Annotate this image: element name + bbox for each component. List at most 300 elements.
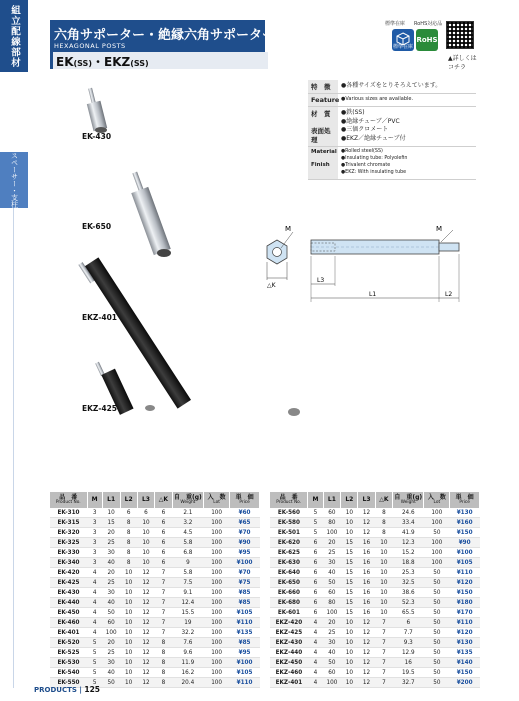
cell-price: ¥65 xyxy=(230,518,260,528)
cell-product-number: EKZ-440 xyxy=(270,648,308,658)
table-row xyxy=(50,578,260,588)
spec-material-0: ●鉄(SS) xyxy=(341,109,365,116)
cell-weight: 16 xyxy=(393,658,424,668)
cell-product-number: EK-680 xyxy=(270,598,308,608)
spec-val-material xyxy=(338,107,476,146)
spec-row-feature xyxy=(308,80,476,94)
cell-price: ¥180 xyxy=(450,598,480,608)
cell-length-l2: 10 xyxy=(341,528,358,538)
qr-code-icon[interactable] xyxy=(446,21,474,49)
cell-length-l3: 12 xyxy=(137,668,154,678)
cell-length-l2: 10 xyxy=(120,588,137,598)
cell-price: ¥90 xyxy=(230,538,260,548)
cell-length-l2: 8 xyxy=(120,528,137,538)
spec-val-feature xyxy=(338,80,476,93)
cell-length-l3: 12 xyxy=(358,668,375,678)
table-row xyxy=(270,528,480,538)
cell-size-m: 5 xyxy=(87,678,102,688)
product-table-right xyxy=(270,492,480,688)
cell-price: ¥95 xyxy=(230,548,260,558)
sidebar xyxy=(0,0,28,701)
cell-length-l3: 12 xyxy=(358,648,375,658)
cell-length-l3: 12 xyxy=(358,658,375,668)
spec-val-material-en xyxy=(338,147,476,179)
cell-length-l3: 12 xyxy=(358,528,375,538)
cell-product-number: EK-580 xyxy=(270,518,308,528)
cell-product-number: EK-550 xyxy=(50,678,87,688)
cell-product-number: EK-320 xyxy=(50,528,87,538)
cell-length-l2: 15 xyxy=(341,548,358,558)
cell-size-m: 4 xyxy=(308,628,323,638)
rohs-icon xyxy=(416,29,438,51)
cell-length-l3: 10 xyxy=(137,528,154,538)
label-ekz-401: EKZ-401 xyxy=(82,313,118,322)
cell-length-l3: 10 xyxy=(137,538,154,548)
cell-size-m: 4 xyxy=(87,598,102,608)
cell-length-l1: 60 xyxy=(323,588,341,598)
spec-feature-en-text: ●Various sizes are available. xyxy=(341,96,414,102)
cell-size-m: 6 xyxy=(308,558,323,568)
cell-size-m: 4 xyxy=(87,608,102,618)
cell-length-l3: 12 xyxy=(137,578,154,588)
cell-lot: 50 xyxy=(424,528,450,538)
cell-hex-k: 8 xyxy=(155,638,173,648)
cell-length-l3: 12 xyxy=(358,638,375,648)
cell-length-l1: 100 xyxy=(323,608,341,618)
cell-product-number: EKZ-460 xyxy=(270,668,308,678)
cell-lot: 50 xyxy=(424,588,450,598)
cell-length-l3: 12 xyxy=(358,508,375,518)
col-l2: L2 xyxy=(341,492,358,508)
cell-hex-k: 8 xyxy=(155,658,173,668)
cell-lot: 100 xyxy=(424,548,450,558)
cell-weight: 32.2 xyxy=(172,628,203,638)
cell-length-l2: 10 xyxy=(120,668,137,678)
product-table-left xyxy=(50,492,260,688)
cell-weight: 6 xyxy=(393,618,424,628)
cell-weight: 65.5 xyxy=(393,608,424,618)
table-row xyxy=(270,508,480,518)
col-price-jp: 単 価 xyxy=(455,493,474,501)
cell-product-number: EKZ-425 xyxy=(270,628,308,638)
col-weight xyxy=(172,492,203,508)
cell-length-l1: 60 xyxy=(323,508,341,518)
cell-price: ¥85 xyxy=(230,588,260,598)
page-title: 六角サポーター・絶縁六角サポーター xyxy=(54,28,276,43)
table-row xyxy=(270,568,480,578)
cell-weight: 6.8 xyxy=(172,548,203,558)
cell-hex-k: 8 xyxy=(375,508,393,518)
cell-product-number: EK-460 xyxy=(50,618,87,628)
cell-size-m: 4 xyxy=(308,618,323,628)
cell-length-l1: 30 xyxy=(102,658,120,668)
cell-product-number: EK-501 xyxy=(270,528,308,538)
cell-length-l1: 40 xyxy=(102,558,120,568)
cell-length-l2: 10 xyxy=(120,658,137,668)
cell-price: ¥120 xyxy=(450,578,480,588)
cell-size-m: 6 xyxy=(308,538,323,548)
table-row xyxy=(270,618,480,628)
cell-length-l2: 15 xyxy=(341,578,358,588)
qr-note-line1: ▲詳しくは xyxy=(448,55,477,62)
cell-weight: 33.4 xyxy=(393,518,424,528)
cell-length-l2: 10 xyxy=(341,618,358,628)
cell-product-number: EKZ-401 xyxy=(270,678,308,688)
cell-product-number: EK-530 xyxy=(50,658,87,668)
cell-hex-k: 7 xyxy=(155,578,173,588)
cell-size-m: 4 xyxy=(87,618,102,628)
cell-price: ¥135 xyxy=(450,648,480,658)
cell-hex-k: 7 xyxy=(155,628,173,638)
cell-lot: 100 xyxy=(204,528,230,538)
col-lot-en: Lot xyxy=(213,499,220,505)
col-price-en: Price xyxy=(239,499,250,505)
category-tab[interactable]: 組立配線部材 xyxy=(0,0,28,72)
cell-weight: 9 xyxy=(172,558,203,568)
table-row xyxy=(270,648,480,658)
cell-lot: 50 xyxy=(424,578,450,588)
cell-hex-k: 6 xyxy=(155,528,173,538)
cell-weight: 9.3 xyxy=(393,638,424,648)
cell-length-l3: 12 xyxy=(137,588,154,598)
spec-feature-text: ●各種サイズをとりそろえています。 xyxy=(341,82,442,89)
cell-length-l1: 25 xyxy=(102,578,120,588)
cell-lot: 50 xyxy=(424,638,450,648)
section-tab[interactable]: スペーサー・支柱 xyxy=(0,152,28,208)
cell-price: ¥105 xyxy=(230,608,260,618)
cell-length-l1: 30 xyxy=(102,588,120,598)
qr-note[interactable] xyxy=(448,54,477,72)
cell-length-l3: 12 xyxy=(137,648,154,658)
cell-size-m: 4 xyxy=(87,568,102,578)
col-l3: L3 xyxy=(358,492,375,508)
cell-product-number: EK-601 xyxy=(270,608,308,618)
cell-hex-k: 6 xyxy=(155,558,173,568)
spec-val-feature-en xyxy=(338,94,476,106)
cell-weight: 11.9 xyxy=(172,658,203,668)
spec-material-en-3: ●EKZ: With insulating tube xyxy=(341,169,407,175)
cell-length-l2: 10 xyxy=(341,678,358,688)
cell-price: ¥105 xyxy=(230,668,260,678)
cell-length-l1: 25 xyxy=(102,648,120,658)
col-price xyxy=(450,492,480,508)
cell-length-l2: 8 xyxy=(120,518,137,528)
cell-length-l1: 25 xyxy=(323,628,341,638)
cell-price: ¥85 xyxy=(230,638,260,648)
cell-lot: 100 xyxy=(204,598,230,608)
cell-price: ¥110 xyxy=(450,618,480,628)
dim-l1: L1 xyxy=(369,291,377,298)
cell-weight: 20.4 xyxy=(172,678,203,688)
cell-product-number: EK-525 xyxy=(50,648,87,658)
cell-length-l3: 12 xyxy=(137,618,154,628)
cell-lot: 50 xyxy=(424,608,450,618)
qr-note-line2: コチラ xyxy=(448,64,467,71)
cell-lot: 100 xyxy=(204,628,230,638)
col-price-jp: 単 価 xyxy=(235,493,254,501)
cell-length-l3: 10 xyxy=(137,548,154,558)
cell-length-l1: 100 xyxy=(102,628,120,638)
cell-length-l2: 15 xyxy=(341,538,358,548)
cell-length-l2: 15 xyxy=(341,598,358,608)
spec-material-label: 材 質 xyxy=(311,110,331,118)
cell-weight: 7.5 xyxy=(172,578,203,588)
cell-weight: 9.6 xyxy=(172,648,203,658)
spec-key-feature-en: Feature xyxy=(308,94,338,106)
cell-lot: 50 xyxy=(424,678,450,688)
cell-size-m: 5 xyxy=(308,528,323,538)
cell-product-number: EK-430 xyxy=(50,588,87,598)
cell-length-l3: 10 xyxy=(137,558,154,568)
cell-weight: 52.3 xyxy=(393,598,424,608)
cell-price: ¥120 xyxy=(450,628,480,638)
cell-weight: 41.9 xyxy=(393,528,424,538)
cell-length-l3: 16 xyxy=(358,588,375,598)
cell-hex-k: 7 xyxy=(375,648,393,658)
label-ek-430: EK-430 xyxy=(82,132,112,141)
cell-weight: 19.5 xyxy=(393,668,424,678)
col-weight-en: Weight xyxy=(400,499,416,505)
cell-weight: 15.2 xyxy=(393,548,424,558)
cell-price: ¥60 xyxy=(230,508,260,518)
table-row xyxy=(50,608,260,618)
hex-end-view xyxy=(267,232,293,280)
cell-size-m: 4 xyxy=(308,658,323,668)
cell-lot: 100 xyxy=(204,578,230,588)
cell-lot: 50 xyxy=(424,568,450,578)
cell-weight: 38.6 xyxy=(393,588,424,598)
col-product-jp: 品 番 xyxy=(279,493,298,501)
cell-length-l2: 8 xyxy=(120,548,137,558)
cell-lot: 50 xyxy=(424,668,450,678)
model-separator: ・ xyxy=(91,55,104,69)
table-row xyxy=(270,638,480,648)
spec-material-2: ●三価クロメート xyxy=(341,126,389,134)
cell-weight: 12.4 xyxy=(172,598,203,608)
cell-length-l3: 12 xyxy=(137,638,154,648)
cell-lot: 50 xyxy=(424,658,450,668)
cell-lot: 100 xyxy=(204,658,230,668)
cell-length-l1: 40 xyxy=(323,568,341,578)
cell-hex-k: 7 xyxy=(155,588,173,598)
model-ekz: EKZ xyxy=(104,55,131,69)
sidebar-divider xyxy=(13,208,14,688)
cell-size-m: 5 xyxy=(308,508,323,518)
cell-size-m: 6 xyxy=(308,578,323,588)
cell-hex-k: 7 xyxy=(375,628,393,638)
spec-table xyxy=(308,80,476,180)
col-weight-jp: 自 重(g) xyxy=(174,493,202,501)
cell-price: ¥150 xyxy=(450,528,480,538)
col-k: △K xyxy=(155,492,173,508)
cell-weight: 5.8 xyxy=(172,568,203,578)
standard-stock-label: 標準在庫 xyxy=(385,21,406,27)
spec-row-material-en xyxy=(308,147,476,180)
cell-hex-k: 10 xyxy=(375,568,393,578)
cell-price: ¥70 xyxy=(230,528,260,538)
cell-lot: 100 xyxy=(204,608,230,618)
cell-lot: 50 xyxy=(424,618,450,628)
cell-lot: 100 xyxy=(204,538,230,548)
cell-length-l3: 12 xyxy=(137,608,154,618)
cell-length-l2: 15 xyxy=(341,588,358,598)
cell-length-l1: 80 xyxy=(323,518,341,528)
cell-weight: 25.3 xyxy=(393,568,424,578)
cell-hex-k: 10 xyxy=(375,548,393,558)
cell-lot: 100 xyxy=(204,568,230,578)
cell-lot: 100 xyxy=(424,518,450,528)
cell-price: ¥105 xyxy=(450,558,480,568)
cell-length-l3: 12 xyxy=(137,598,154,608)
cell-lot: 100 xyxy=(204,558,230,568)
model-ek: EK xyxy=(56,55,74,69)
cell-lot: 100 xyxy=(424,508,450,518)
cell-length-l2: 10 xyxy=(120,618,137,628)
cell-price: ¥150 xyxy=(450,588,480,598)
cell-hex-k: 10 xyxy=(375,538,393,548)
table-row xyxy=(270,588,480,598)
cell-price: ¥100 xyxy=(230,658,260,668)
table-row xyxy=(270,678,480,688)
table-row xyxy=(50,588,260,598)
cell-hex-k: 8 xyxy=(375,518,393,528)
cell-length-l2: 8 xyxy=(120,538,137,548)
cell-size-m: 6 xyxy=(308,598,323,608)
cell-hex-k: 8 xyxy=(155,678,173,688)
cell-lot: 50 xyxy=(424,648,450,658)
cell-product-number: EK-420 xyxy=(50,568,87,578)
cell-weight: 15.5 xyxy=(172,608,203,618)
side-view xyxy=(311,230,459,302)
spec-surface-label: 表面処理 xyxy=(311,127,331,144)
cell-length-l1: 50 xyxy=(102,608,120,618)
cell-lot: 100 xyxy=(204,638,230,648)
cell-price: ¥100 xyxy=(230,558,260,568)
table-row xyxy=(50,648,260,658)
spec-row-feature-en xyxy=(308,94,476,107)
cell-length-l3: 12 xyxy=(137,628,154,638)
table-row xyxy=(270,628,480,638)
cell-lot: 100 xyxy=(204,518,230,528)
spec-material-3: ●EKZ／絶縁チューブ付 xyxy=(341,135,406,143)
col-price xyxy=(230,492,260,508)
table-row xyxy=(270,598,480,608)
label-ekz-425: EKZ-425 xyxy=(82,404,118,413)
cell-lot: 100 xyxy=(204,508,230,518)
cell-hex-k: 7 xyxy=(375,678,393,688)
cell-hex-k: 7 xyxy=(155,608,173,618)
table-row xyxy=(50,538,260,548)
table-row xyxy=(50,518,260,528)
cell-product-number: EK-640 xyxy=(270,568,308,578)
table-row xyxy=(50,618,260,628)
cell-length-l1: 15 xyxy=(102,518,120,528)
table-row xyxy=(270,658,480,668)
table-row xyxy=(50,528,260,538)
table-row xyxy=(270,558,480,568)
cell-length-l2: 15 xyxy=(341,608,358,618)
cell-length-l1: 40 xyxy=(102,598,120,608)
cell-size-m: 4 xyxy=(308,638,323,648)
cell-price: ¥135 xyxy=(230,628,260,638)
cell-length-l2: 15 xyxy=(341,558,358,568)
model-name xyxy=(56,53,149,70)
cell-size-m: 5 xyxy=(87,658,102,668)
cell-lot: 100 xyxy=(204,618,230,628)
cell-price: ¥160 xyxy=(450,518,480,528)
cell-hex-k: 10 xyxy=(375,558,393,568)
cell-length-l1: 30 xyxy=(102,548,120,558)
cell-product-number: EK-401 xyxy=(50,628,87,638)
cell-lot: 100 xyxy=(204,668,230,678)
cell-product-number: EK-425 xyxy=(50,578,87,588)
cell-product-number: EKZ-430 xyxy=(270,638,308,648)
page-subtitle: HEXAGONAL POSTS xyxy=(54,42,126,50)
dim-l2: L2 xyxy=(445,291,453,298)
cell-lot: 100 xyxy=(204,648,230,658)
cell-size-m: 6 xyxy=(308,608,323,618)
ek-430-image xyxy=(87,88,107,133)
spec-material-en-label: Material xyxy=(311,149,337,155)
table-header-row xyxy=(50,492,260,508)
cell-length-l3: 16 xyxy=(358,538,375,548)
cell-hex-k: 6 xyxy=(155,508,173,518)
cell-length-l2: 10 xyxy=(120,568,137,578)
cell-price: ¥110 xyxy=(230,618,260,628)
cell-length-l3: 16 xyxy=(358,578,375,588)
cell-product-number: EK-520 xyxy=(50,638,87,648)
cell-length-l1: 20 xyxy=(323,538,341,548)
cell-length-l1: 20 xyxy=(102,528,120,538)
cell-weight: 24.6 xyxy=(393,508,424,518)
cell-size-m: 6 xyxy=(308,548,323,558)
cell-size-m: 4 xyxy=(87,628,102,638)
cell-price: ¥85 xyxy=(230,598,260,608)
cell-product-number: EK-650 xyxy=(270,578,308,588)
table-row xyxy=(50,628,260,638)
table-row xyxy=(50,638,260,648)
col-product xyxy=(270,492,308,508)
table-row xyxy=(270,518,480,528)
cell-length-l1: 20 xyxy=(323,618,341,628)
table-row xyxy=(50,658,260,668)
cell-weight: 7.6 xyxy=(172,638,203,648)
col-product-en: Product No. xyxy=(55,499,81,505)
dim-l3: L3 xyxy=(317,277,325,284)
cell-length-l1: 50 xyxy=(323,658,341,668)
model-ek-suffix: (SS) xyxy=(73,59,92,68)
table-row xyxy=(270,668,480,678)
cell-length-l2: 10 xyxy=(120,638,137,648)
label-ek-650: EK-650 xyxy=(82,222,112,231)
cell-hex-k: 7 xyxy=(155,598,173,608)
cell-product-number: EK-620 xyxy=(270,538,308,548)
cell-length-l3: 12 xyxy=(358,518,375,528)
cell-length-l2: 10 xyxy=(341,668,358,678)
col-m: M xyxy=(308,492,323,508)
cell-product-number: EK-560 xyxy=(270,508,308,518)
cell-length-l1: 40 xyxy=(323,648,341,658)
cell-length-l2: 8 xyxy=(120,558,137,568)
footer-label: PRODUCTS xyxy=(34,686,77,694)
col-lot xyxy=(424,492,450,508)
cell-price: ¥200 xyxy=(450,678,480,688)
cell-hex-k: 6 xyxy=(155,518,173,528)
cell-size-m: 4 xyxy=(308,678,323,688)
cell-price: ¥100 xyxy=(450,548,480,558)
standard-stock-text: 標準在庫 xyxy=(392,44,413,50)
table-row xyxy=(270,608,480,618)
